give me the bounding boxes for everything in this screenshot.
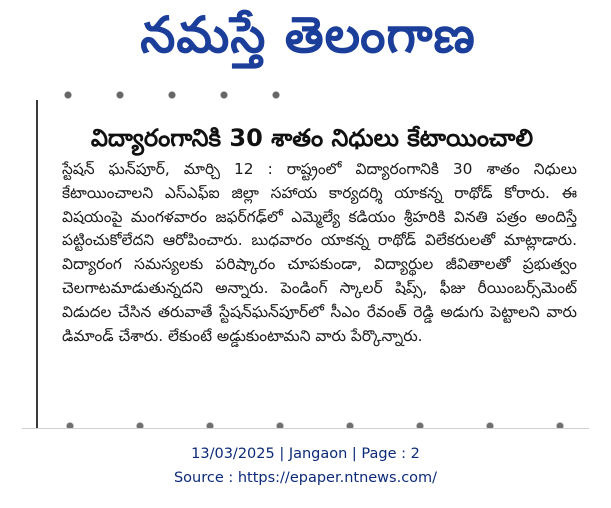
article-body: స్టేషన్ ఘన్‌పూర్, మార్చి 12 : రాష్ట్రంలో విద్యారంగానికి 30 శాతం నిధులు కేటాయించాలని ఎస్ఎఫ్ఐ జిల్లా సహాయ కార్యదర్శి యాకన్న రాథోడ్ కోరారు. ఈ విషయంపై మంగళవారం జఫర్‌గఢ్‌లో ఎమ్మెల్యే కడియం శ్రీహరికి వినతి పత్రం అందిస్తే పట్టించుకోలేదని ఆరోపించారు. బుధవారం యాకన్న రాథోడ్ విలేకరులతో మాట్లాడారు. విద్యారంగ సమస్యలకు పరిష్కారం చూపకుండా, విద్యార్థుల జీవితాలతో ప్రభుత్వం చెలగాటమాడుతున్నదని అన్నారు. పెండింగ్ స్కాలర్ షిప్స్, ఫీజు రీయింబర్స్‌మెంట్ విడుదల చేసిన తరువాతే స్టేషన్‌ఘన్‌పూర్‌లో సీఎం రేవంత్ రెడ్డి అడుగు పెట్టాలని వారు డిమాండ్ చేశారు. లేకుంటే అడ్డుకుంటామని వారు పేర్కొన్నారు. xyxy=(62,160,577,345)
cut-off-text-strip xyxy=(62,90,282,100)
article-headline: విద్యారంగానికి 30 శాతం నిధులు కేటాయించాలి xyxy=(90,124,534,152)
clipping-footer xyxy=(0,442,611,490)
dateline-text: 13/03/2025 | Jangaon | Page : 2 xyxy=(191,446,420,462)
column-divider xyxy=(36,100,38,428)
cut-off-text-strip-bottom xyxy=(62,418,582,428)
clipping-border xyxy=(22,428,589,429)
newspaper-masthead: నమస్తే తెలంగాణ xyxy=(140,5,476,64)
newspaper-clipping xyxy=(22,0,589,428)
source-link[interactable]: Source : https://epaper.ntnews.com/ xyxy=(173,470,438,486)
